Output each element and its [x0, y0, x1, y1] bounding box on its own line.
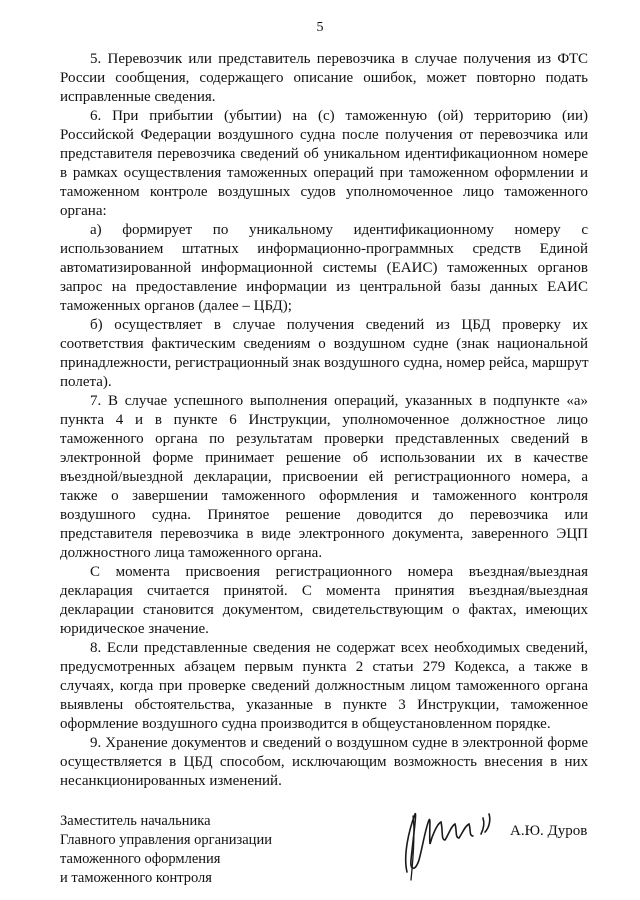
page-number: 5	[316, 20, 324, 35]
text-line: оформление воздушного судна производится в общеустановленном порядке.	[60, 716, 551, 732]
text-line: декларация считается принятой. С момента принятия въездная/выездная	[60, 583, 588, 599]
signatory-name: А.Ю. Дуров	[510, 823, 588, 839]
text-line: полета).	[60, 374, 112, 390]
text-line: запрос на предоставление информации из центральной базы данных ЕАИС	[60, 279, 588, 295]
text-line: органа:	[60, 203, 107, 219]
text-line: таможенных органов (далее – ЦБД);	[60, 298, 292, 314]
text-line: декларации становится документом, свидетельствующим о фактах, имеющих	[60, 602, 588, 618]
signatory-title-line: таможенного оформления	[60, 851, 221, 867]
text-line: 9. Хранение документов и сведений о воздушном судне в электронной форме	[90, 735, 588, 751]
text-line: въездной/выездной декларации, присвоении ей регистрационного номера, а	[60, 469, 588, 485]
text-line: юридическое значение.	[60, 621, 209, 637]
text-line: С момента присвоения регистрационного номера въездная/выездная	[90, 564, 588, 580]
text-line: исправленные сведения.	[60, 89, 216, 105]
text-line: выявлены обстоятельства, указанные в пункте 3 Инструкции, таможенное	[60, 697, 588, 713]
text-line: также о завершении таможенного оформления и таможенного контроля	[60, 488, 588, 504]
text-line: представителя перевозчика в виде электронного документа, заверенного ЭЦП	[60, 526, 588, 542]
text-line: воздушного судна. Принятое решение доводится до перевозчика или	[60, 507, 588, 523]
text-line: 6. При прибытии (убытии) на (с) таможенную (ой) территорию (ии)	[90, 108, 588, 124]
text-line: осуществляется в ЦБД способом, исключающим возможность внесения в них	[60, 754, 588, 770]
signatory-title	[60, 812, 272, 888]
signatory-title-line: Главного управления организации	[60, 832, 272, 848]
text-line: России сообщения, содержащего описание ошибок, может повторно подать	[60, 70, 588, 86]
signatory-title-line: и таможенного контроля	[60, 870, 212, 886]
text-line: электронной форме принимает решение об использовании их в качестве	[60, 450, 588, 466]
handwritten-signature	[385, 800, 515, 885]
text-line: а) формирует по уникальному идентификационному номеру с	[90, 222, 588, 238]
text-line: 5. Перевозчик или представитель перевозчика в случае получения из ФТС	[90, 51, 588, 67]
text-line: представителя перевозчика сведений об уникальном идентификационном номере	[60, 146, 588, 162]
text-line: должностного лица таможенного органа.	[60, 545, 323, 561]
text-line: автоматизированной информационной системы (ЕАИС) таможенных органов	[60, 260, 588, 276]
text-line: случаях, когда при проверке сведений должностным лицом таможенного органа	[60, 678, 588, 694]
text-line: таможенном контроле воздушных судов уполномоченное лицо таможенного	[60, 184, 588, 200]
text-line: пункта 4 и в пункте 6 Инструкции, уполномоченное должностное лицо	[60, 412, 588, 428]
text-line: использованием штатных информационно-программных средств Единой	[60, 241, 588, 257]
text-line: в рамках осуществления таможенных операций при таможенном оформлении и	[60, 165, 588, 181]
text-line: 8. Если представленные сведения не содержат всех необходимых сведений,	[90, 640, 588, 656]
text-line: б) осуществляет в случае получения сведений из ЦБД проверку их	[90, 317, 588, 333]
signatory-title-line: Заместитель начальника	[60, 813, 211, 829]
text-line: таможенного органа по результатам проверки представленных сведений в	[60, 431, 588, 447]
text-line: несанкционированных изменений.	[60, 773, 282, 789]
text-line: принадлежности, регистрационный знак воздушного судна, номер рейса, маршрут	[60, 355, 589, 371]
text-line: предусмотренных абзацем первым пункта 2 статьи 279 Кодекса, а также в	[60, 659, 588, 675]
text-line: соответствия фактическим сведениям о воздушном судне (знак национальной	[60, 336, 588, 352]
text-line: Российской Федерации воздушного судна после получения от перевозчика или	[60, 127, 588, 143]
text-line: 7. В случае успешного выполнения операций, указанных в подпункте «а»	[90, 393, 588, 409]
